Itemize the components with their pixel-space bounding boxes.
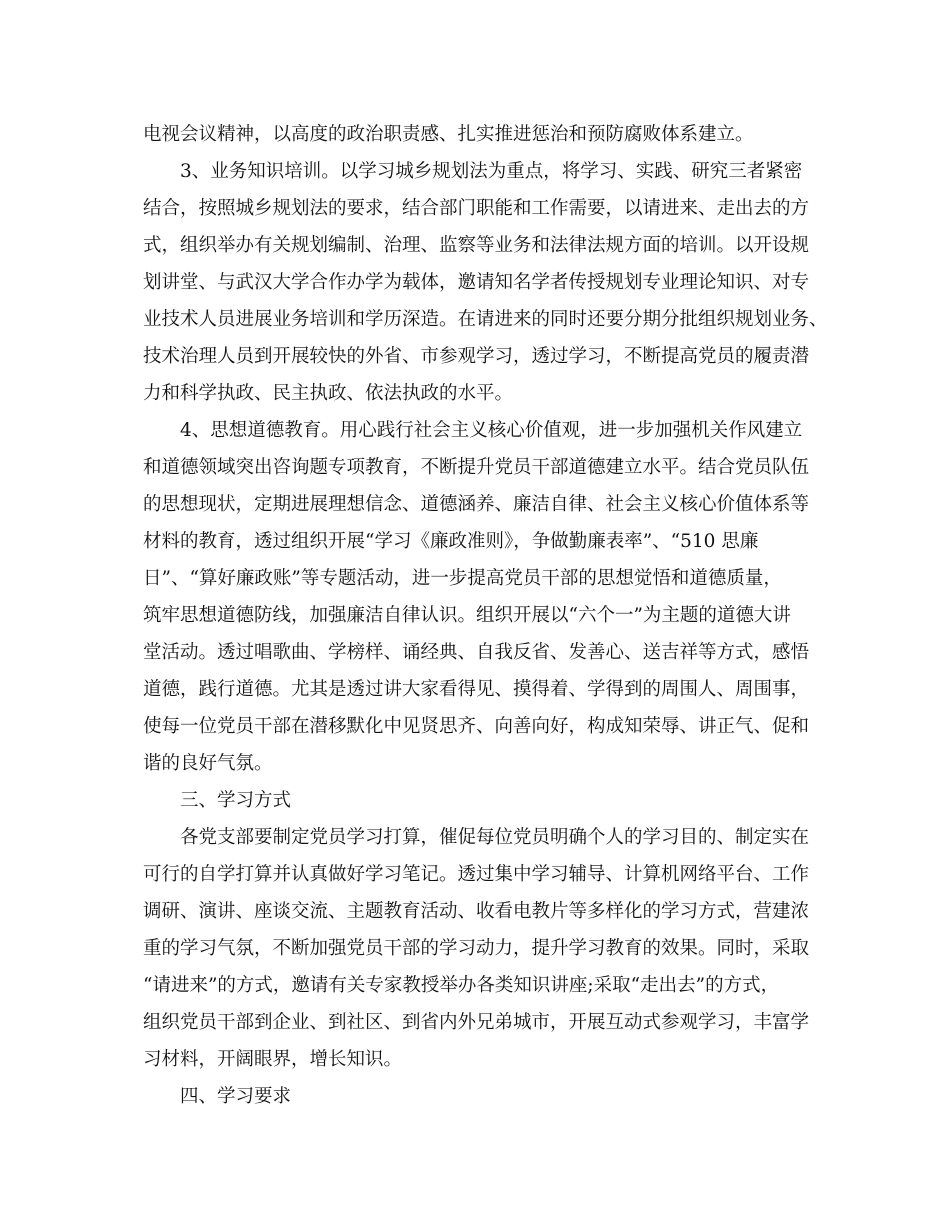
text-line: 划讲堂、与武汉大学合作办学为载体，邀请知名学者传授规划专业理论知识、对专 [143, 272, 810, 293]
text-line: 谐的良好气氛。 [143, 753, 273, 774]
text-line: 道德，践行道德。尤其是透过讲大家看得见、摸得着、学得到的周围人、周围事， [143, 679, 810, 700]
text-line: 和道德领域突出咨询题专项教育，不断提升党员干部道德建立水平。结合党员队伍 [143, 457, 810, 478]
text-line: 材料的教育，透过组织开展“学习《廉政准则》，争做勤廉表率”、“510 思廉 [143, 531, 759, 552]
text-line: 习材料，开阔眼界，增长知识。 [143, 1049, 403, 1070]
text-line: 重的学习气氛，不断加强党员干部的学习动力，提升学习教育的效果。同时，采取 [143, 938, 810, 959]
text-line: 4、思想道德教育。用心践行社会主义核心价值观，进一步加强机关作风建立 [180, 420, 803, 441]
text-line: 电视会议精神，以高度的政治职责感、扎实推进惩治和预防腐败体系建立。 [143, 124, 754, 145]
text-line: 的思想现状，定期进展理想信念、道德涵养、廉洁自律、社会主义核心价值体系等 [143, 494, 810, 515]
text-line: 堂活动。透过唱歌曲、学榜样、诵经典、自我反省、发善心、送吉祥等方式，感悟 [143, 642, 810, 663]
text-line: 3、业务知识培训。以学习城乡规划法为重点，将学习、实践、研究三者紧密 [180, 161, 803, 182]
text-line: 技术治理人员到开展较快的外省、市参观学习，透过学习，不断提高党员的履责潜 [143, 346, 810, 367]
text-line: 业技术人员进展业务培训和学历深造。在请进来的同时还要分期分批组织规划业务、 [143, 309, 828, 330]
section-heading: 三、学习方式 [180, 790, 292, 811]
text-line: 使每一位党员干部在潜移默化中见贤思齐、向善向好，构成知荣辱、讲正气、促和 [143, 716, 810, 737]
text-line: 筑牢思想道德防线，加强廉洁自律认识。组织开展以“六个一”为主题的道德大讲 [143, 605, 791, 626]
text-line: 可行的自学打算并认真做好学习笔记。透过集中学习辅导、计算机网络平台、工作 [143, 864, 810, 885]
text-line: “请进来”的方式，邀请有关专家教授举办各类知识讲座;采取“走出去”的方式， [143, 975, 780, 996]
text-line: 式，组织举办有关规划编制、治理、监察等业务和法律法规方面的培训。以开设规 [143, 235, 810, 256]
text-line: 结合，按照城乡规划法的要求，结合部门职能和工作需要，以请进来、走出去的方 [143, 198, 810, 219]
text-line: 日”、“算好廉政账”等专题活动，进一步提高党员干部的思想觉悟和道德质量， [143, 568, 782, 589]
text-line: 组织党员干部到企业、到社区、到省内外兄弟城市，开展互动式参观学习，丰富学 [143, 1012, 810, 1033]
section-heading: 四、学习要求 [180, 1086, 292, 1107]
text-line: 力和科学执政、民主执政、依法执政的水平。 [143, 383, 514, 404]
text-line: 各党支部要制定党员学习打算，催促每位党员明确个人的学习目的、制定实在 [180, 827, 810, 848]
text-line: 调研、演讲、座谈交流、主题教育活动、收看电教片等多样化的学习方式，营建浓 [143, 901, 810, 922]
